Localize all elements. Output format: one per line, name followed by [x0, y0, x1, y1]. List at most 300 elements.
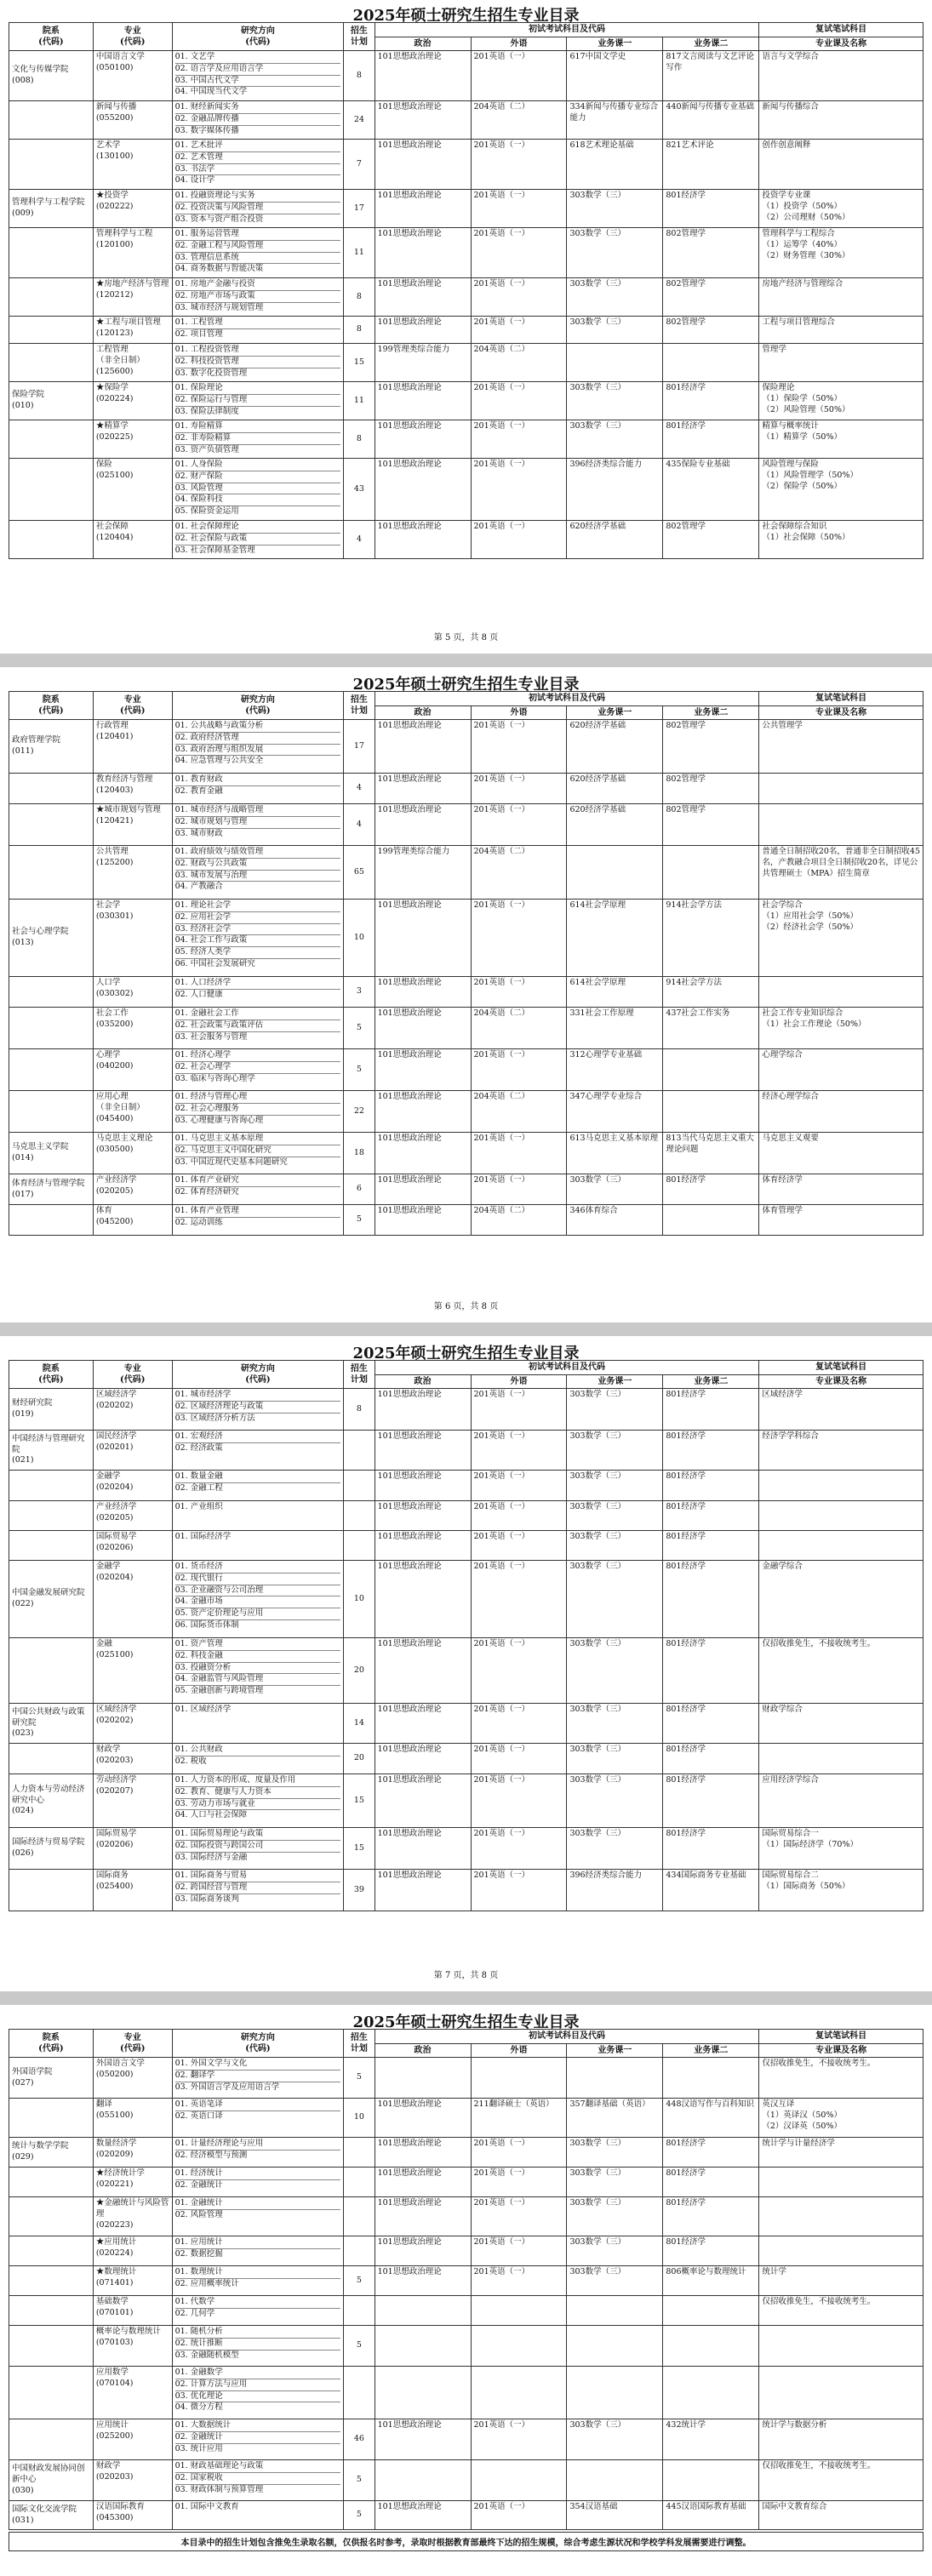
header-foreign: 外语	[471, 37, 567, 51]
direction-item: 02. 房地产市场与政策	[175, 291, 341, 303]
quota-cell	[344, 2138, 375, 2168]
direction-item: 04. 社会工作与政策	[175, 935, 341, 947]
direction-item: 01. 国际中文教育	[174, 2502, 239, 2511]
course-2-cell: 801经济学	[663, 190, 759, 228]
catalog-table	[9, 1360, 923, 1911]
direction-item: 01. 经济心理学	[175, 1050, 341, 1062]
course-2-cell: 914社会学方法	[663, 977, 759, 1008]
dept-cell	[9, 420, 94, 459]
quota-cell: 11	[344, 382, 375, 420]
quota-cell: 8	[344, 1389, 375, 1431]
table-row	[9, 2138, 923, 2168]
major-cell: 汉语国际教育 (045300)	[93, 2501, 172, 2530]
dept-cell	[9, 228, 94, 278]
header-course-1: 业务课一	[567, 37, 663, 51]
direction-item: 05. 经济人类学	[175, 947, 341, 959]
direction-cell	[172, 101, 344, 140]
course-2-cell: 801经济学	[663, 1828, 759, 1870]
foreign-language-cell: 201英语（一）	[471, 977, 567, 1008]
major-cell: 金融 (025100)	[93, 1638, 172, 1704]
politics-cell: 101思想政治理论	[375, 1174, 471, 1205]
retest-cell	[759, 1501, 923, 1531]
direction-item: 04. 金融监管与风险管理	[175, 1674, 341, 1686]
quota-cell: 5	[344, 2501, 375, 2530]
direction-cell	[172, 1638, 344, 1704]
table-row	[9, 1008, 923, 1049]
retest-cell: 统计学与计量经济学	[759, 2138, 923, 2168]
retest-cell: 创作创意阐释	[759, 140, 923, 190]
quota-cell: 15	[344, 344, 375, 382]
quota-cell	[344, 2197, 375, 2236]
header-initial-exam: 初试考试科目及代码	[375, 692, 759, 706]
direction-item: 03. 城市经济与规划管理	[174, 302, 264, 312]
table-row	[9, 1049, 923, 1091]
course-2-cell: 801经济学	[663, 2138, 759, 2168]
direction-cell	[172, 1389, 344, 1431]
direction-cell	[172, 2419, 344, 2460]
course-2-cell	[663, 1205, 759, 1236]
retest-cell: 语言与文学综合	[759, 51, 923, 101]
course-1-cell: 303数学（三）	[567, 1638, 663, 1704]
direction-item: 02. 艺术管理	[175, 152, 341, 164]
foreign-language-cell: 201英语（一）	[471, 1870, 567, 1911]
quota-cell: 11	[344, 228, 375, 278]
catalog-table	[9, 22, 923, 559]
major-cell: 产业经济学 (020205)	[93, 1501, 172, 1531]
table-row	[9, 51, 923, 101]
direction-item: 03. 管理信息系统	[175, 253, 341, 265]
course-2-cell: 801经济学	[663, 1431, 759, 1471]
direction-item: 04. 设计学	[174, 175, 215, 186]
retest-cell: 社会保障综合知识 （1）社会保障（50%）	[759, 521, 923, 559]
retest-cell	[759, 977, 923, 1008]
direction-item: 03. 临床与咨询心理学	[174, 1073, 255, 1083]
quota-cell	[344, 2168, 375, 2197]
retest-cell: 体育经济学	[759, 1174, 923, 1205]
direction-item: 01. 投融资理论与实务	[175, 191, 341, 203]
retest-cell: 心理学综合	[759, 1049, 923, 1091]
page-title: 2025年硕士研究生招生专业目录	[352, 676, 580, 694]
politics-cell: 101思想政治理论	[375, 2236, 471, 2266]
direction-item: 01. 人口经济学	[175, 978, 341, 990]
major-cell: 体育 (045200)	[93, 1205, 172, 1236]
direction-item: 04. 商务数据与智能决策	[174, 264, 264, 274]
course-1-cell: 303数学（三）	[567, 1744, 663, 1774]
header-politics: 政治	[375, 2043, 471, 2058]
header-major: 专业 (代码)	[93, 2030, 172, 2058]
direction-item: 06. 中国社会发展研究	[174, 959, 255, 969]
major-cell: 区域经济学 (020202)	[93, 1704, 172, 1744]
quota-cell: 7	[344, 140, 375, 190]
major-cell: 社会保障 (120404)	[93, 521, 172, 559]
major-cell: 概率论与数理统计 (070103)	[93, 2326, 172, 2367]
direction-item: 01. 经济与管理心理	[175, 1092, 341, 1104]
direction-item: 02. 几何学	[174, 2308, 215, 2318]
course-1-cell: 354汉语基础	[567, 2501, 663, 2530]
direction-cell	[172, 140, 344, 190]
foreign-language-cell: 201英语（一）	[471, 2419, 567, 2460]
catalog-table	[9, 691, 923, 1236]
dept-cell	[9, 140, 94, 190]
page-title: 2025年硕士研究生招生专业目录	[352, 2013, 580, 2031]
direction-cell	[172, 2138, 344, 2168]
direction-item: 04. 产教融合	[174, 882, 223, 892]
foreign-language-cell: 201英语（一）	[471, 804, 567, 846]
direction-item: 01. 经济统计	[175, 2168, 341, 2180]
major-cell: 区域经济学 (020202)	[93, 1389, 172, 1431]
direction-cell	[172, 190, 344, 228]
header-dept: 院系 (代码)	[9, 1361, 94, 1389]
quota-cell	[344, 2236, 375, 2266]
foreign-language-cell	[471, 2367, 567, 2419]
major-cell: 国际贸易学 (020206)	[93, 1828, 172, 1870]
quota-cell: 3	[344, 977, 375, 1008]
header-quota: 招生 计划	[344, 1361, 375, 1389]
course-1-cell: 303数学（三）	[567, 2168, 663, 2197]
politics-cell: 101思想政治理论	[375, 1744, 471, 1774]
course-2-cell: 801经济学	[663, 1638, 759, 1704]
dept-cell: 体育经济与管理学院 (017)	[9, 1174, 94, 1205]
direction-cell	[172, 228, 344, 278]
quota-cell: 10	[344, 1561, 375, 1638]
direction-cell	[172, 2058, 344, 2099]
header-course-1: 业务课一	[567, 1374, 663, 1389]
course-1-cell: 334新闻与传播专业综合能力	[567, 101, 663, 140]
direction-item: 02. 金融工程	[174, 1482, 223, 1493]
politics-cell: 101思想政治理论	[375, 228, 471, 278]
direction-cell	[172, 2326, 344, 2367]
dept-cell: 马克思主义学院 (014)	[9, 1133, 94, 1174]
course-2-cell: 801经济学	[663, 1389, 759, 1431]
table-row	[9, 900, 923, 977]
table-row	[9, 2419, 923, 2460]
course-2-cell: 445汉语国际教育基础	[663, 2501, 759, 2530]
major-cell: 国民经济学 (020201)	[93, 1431, 172, 1471]
direction-item: 02. 统计推断	[175, 2339, 341, 2350]
dept-cell	[9, 1744, 94, 1774]
direction-item: 02. 经济模型与预测	[174, 2150, 248, 2160]
table-row	[9, 1828, 923, 1870]
foreign-language-cell: 204英语（二）	[471, 1205, 567, 1236]
course-1-cell: 303数学（三）	[567, 1431, 663, 1471]
retest-cell: 经济心理学综合	[759, 1091, 923, 1133]
dept-cell: 中国经济与管理研究院 (021)	[9, 1431, 94, 1471]
foreign-language-cell: 201英语（一）	[471, 2501, 567, 2530]
dept-cell	[9, 1205, 94, 1236]
major-cell: 金融学 (020204)	[93, 1471, 172, 1501]
course-2-cell: 821艺术评论	[663, 140, 759, 190]
course-2-cell: 802管理学	[663, 278, 759, 317]
retest-cell	[759, 2367, 923, 2419]
course-2-cell: 802管理学	[663, 521, 759, 559]
course-2-cell: 440新闻与传播专业基础	[663, 101, 759, 140]
major-cell: ★应用统计 (020224)	[93, 2236, 172, 2266]
table-row	[9, 1561, 923, 1638]
table-row	[9, 190, 923, 228]
major-cell: 劳动经济学 (020207)	[93, 1774, 172, 1828]
politics-cell: 101思想政治理论	[375, 1561, 471, 1638]
dept-cell	[9, 1531, 94, 1561]
direction-cell	[172, 1471, 344, 1501]
direction-item: 01. 人力资本的形成、度量及作用	[175, 1775, 341, 1787]
direction-item: 05. 保险资金运用	[174, 506, 239, 517]
direction-item: 03. 区域经济分析方法	[174, 1413, 255, 1423]
course-2-cell: 801经济学	[663, 2168, 759, 2197]
foreign-language-cell	[471, 2460, 567, 2501]
quota-cell: 22	[344, 1091, 375, 1133]
page-footer: 第 5 页，共 8 页	[433, 633, 499, 643]
direction-item: 04. 中国现当代文学	[174, 87, 248, 97]
header-course-1: 业务课一	[567, 2043, 663, 2058]
foreign-language-cell: 201英语（一）	[471, 1501, 567, 1531]
foreign-language-cell: 201英语（一）	[471, 459, 567, 521]
politics-cell: 101思想政治理论	[375, 2197, 471, 2236]
major-cell: 社会工作 (035200)	[93, 1008, 172, 1049]
quota-cell: 6	[344, 1174, 375, 1205]
page-title: 2025年硕士研究生招生专业目录	[352, 1345, 580, 1362]
politics-cell: 101思想政治理论	[375, 140, 471, 190]
dept-cell: 保险学院 (010)	[9, 382, 94, 420]
foreign-language-cell: 201英语（一）	[471, 2266, 567, 2296]
table-row	[9, 977, 923, 1008]
course-1-cell: 396经济类综合能力	[567, 1870, 663, 1911]
major-cell: 财政学 (020203)	[93, 1744, 172, 1774]
retest-cell: 金融学综合	[759, 1561, 923, 1638]
direction-item: 02. 非寿险精算	[175, 433, 341, 445]
direction-item: 03. 数字媒体传播	[174, 125, 239, 135]
direction-item: 01. 大数据统计	[175, 2420, 341, 2432]
course-2-cell	[663, 2058, 759, 2099]
direction-item: 01. 服务运营管理	[175, 229, 341, 241]
quota-cell	[344, 1471, 375, 1501]
foreign-language-cell: 201英语（一）	[471, 1744, 567, 1774]
quota-cell: 20	[344, 1638, 375, 1704]
direction-item: 03. 投融资分析	[175, 1663, 341, 1675]
foreign-language-cell	[471, 2326, 567, 2367]
dept-cell	[9, 344, 94, 382]
direction-item: 02. 社会心理学	[175, 1062, 341, 1074]
direction-item: 02. 金融统计	[175, 2432, 341, 2444]
table-row	[9, 2168, 923, 2197]
politics-cell: 101思想政治理论	[375, 278, 471, 317]
direction-item: 01. 教育财政	[175, 774, 341, 786]
course-1-cell: 614社会学原理	[567, 977, 663, 1008]
direction-item: 01. 英语笔译	[175, 2099, 341, 2111]
direction-item: 02. 现代银行	[175, 1574, 341, 1585]
dept-cell: 国际经济与贸易学院 (026)	[9, 1828, 94, 1870]
retest-cell: 国际贸易综合二 （1）国际商务（50%）	[759, 1870, 923, 1911]
retest-cell: 马克思主义观要	[759, 1133, 923, 1174]
direction-item: 02. 政府经济管理	[175, 733, 341, 745]
direction-item: 03. 企业融资与公司治理	[175, 1585, 341, 1597]
politics-cell: 101思想政治理论	[375, 1828, 471, 1870]
header-dept: 院系 (代码)	[9, 692, 94, 720]
catalog-table	[9, 2029, 923, 2530]
direction-item: 01. 政府绩效与绩效管理	[175, 847, 341, 859]
foreign-language-cell: 204英语（二）	[471, 101, 567, 140]
header-initial-exam: 初试考试科目及代码	[375, 23, 759, 37]
retest-cell: 保险理论 （1）保险学（50%） （2）风险管理（50%）	[759, 382, 923, 420]
course-1-cell: 303数学（三）	[567, 1174, 663, 1205]
header-retest: 复试笔试科目	[759, 692, 923, 706]
direction-cell	[172, 1133, 344, 1174]
course-1-cell: 620经济学基础	[567, 521, 663, 559]
politics-cell: 101思想政治理论	[375, 977, 471, 1008]
direction-cell	[172, 521, 344, 559]
direction-item: 01. 公共战略与政策分析	[175, 721, 341, 733]
retest-cell: 新闻与传播综合	[759, 101, 923, 140]
dept-cell: 国际文化交流学院 (031)	[9, 2501, 94, 2530]
direction-item: 02. 教育、健康与人力资本	[175, 1787, 341, 1799]
dept-cell	[9, 2168, 94, 2197]
politics-cell: 101思想政治理论	[375, 1431, 471, 1471]
retest-cell: 体育管理学	[759, 1205, 923, 1236]
table-row	[9, 2326, 923, 2367]
foreign-language-cell: 201英语（一）	[471, 420, 567, 459]
direction-item: 01. 代数学	[175, 2297, 341, 2309]
direction-item: 02. 财政与公共政策	[175, 859, 341, 871]
course-2-cell: 801经济学	[663, 1561, 759, 1638]
course-2-cell: 801经济学	[663, 1471, 759, 1501]
major-cell: 产业经济学 (020205)	[93, 1174, 172, 1205]
direction-item: 03. 经济社会学	[175, 924, 341, 936]
course-2-cell: 802管理学	[663, 720, 759, 774]
dept-cell	[9, 2099, 94, 2138]
course-2-cell	[663, 2296, 759, 2326]
direction-item: 01. 城市经济学	[175, 1390, 341, 1402]
quota-cell: 14	[344, 1704, 375, 1744]
direction-item: 01. 计量经济理论与应用	[175, 2139, 341, 2150]
direction-item: 02. 社会心理服务	[175, 1104, 341, 1116]
major-cell: 行政管理 (120401)	[93, 720, 172, 774]
table-row	[9, 1704, 923, 1744]
foreign-language-cell: 204英语（二）	[471, 1008, 567, 1049]
page-gap	[0, 654, 932, 667]
major-cell: ★经济统计学 (020221)	[93, 2168, 172, 2197]
dept-cell	[9, 1008, 94, 1049]
direction-cell	[172, 420, 344, 459]
direction-cell	[172, 804, 344, 846]
foreign-language-cell: 201英语（一）	[471, 1389, 567, 1431]
direction-cell	[172, 2099, 344, 2138]
direction-item: 03. 统计应用	[174, 2443, 223, 2453]
retest-cell: 国际贸易综合一 （1）国际经济学（70%）	[759, 1828, 923, 1870]
header-course-2: 业务课二	[663, 2043, 759, 2058]
direction-cell	[172, 1205, 344, 1236]
header-direction: 研究方向 (代码)	[172, 2030, 344, 2058]
header-retest-sub: 专业课及名称	[759, 2043, 923, 2058]
course-2-cell: 801经济学	[663, 1501, 759, 1531]
major-cell: 应用数学 (070104)	[93, 2367, 172, 2419]
course-2-cell: 801经济学	[663, 2197, 759, 2236]
table-row	[9, 846, 923, 900]
foreign-language-cell: 201英语（一）	[471, 190, 567, 228]
quota-cell: 20	[344, 1744, 375, 1774]
dept-cell	[9, 774, 94, 804]
dept-cell	[9, 278, 94, 317]
quota-cell: 17	[344, 190, 375, 228]
quota-cell: 46	[344, 2419, 375, 2460]
direction-item: 01. 艺术批评	[175, 140, 341, 152]
retest-cell: 财政学综合	[759, 1704, 923, 1744]
header-retest: 复试笔试科目	[759, 1361, 923, 1375]
direction-cell	[172, 1008, 344, 1049]
direction-item: 01. 财经新闻实务	[175, 102, 341, 114]
direction-cell	[172, 2236, 344, 2266]
politics-cell: 101思想政治理论	[375, 1008, 471, 1049]
foreign-language-cell: 211翻译硕士（英语）	[471, 2099, 567, 2138]
dept-cell: 政府管理学院 (011)	[9, 720, 94, 774]
course-2-cell: 813当代马克思主义重大理论问题	[663, 1133, 759, 1174]
retest-cell: 工程与项目管理综合	[759, 317, 923, 344]
retest-cell: 仅招收推免生，不接收统考生。	[759, 2296, 923, 2326]
catalog-page-7	[0, 1336, 932, 1991]
table-row	[9, 1471, 923, 1501]
page-gap	[0, 1322, 932, 1336]
foreign-language-cell: 201英语（一）	[471, 2138, 567, 2168]
table-row	[9, 1501, 923, 1531]
direction-item: 02. 保险运行与管理	[175, 395, 341, 407]
direction-item: 03. 书法学	[175, 164, 341, 176]
direction-cell	[172, 1431, 344, 1471]
course-2-cell: 802管理学	[663, 804, 759, 846]
course-1-cell: 620经济学基础	[567, 720, 663, 774]
retest-cell: 经济学学科综合	[759, 1431, 923, 1471]
direction-item: 02. 金融工程与风险管理	[175, 241, 341, 253]
retest-cell: 社会学综合 （1）应用社会学（50%） （2）经济社会学（50%）	[759, 900, 923, 977]
retest-cell: 统计学与数据分析	[759, 2419, 923, 2460]
politics-cell	[375, 2296, 471, 2326]
retest-cell: 管理学	[759, 344, 923, 382]
major-cell: ★投资学 (020222)	[93, 190, 172, 228]
retest-cell: 仅招收推免生，不接收统考生。	[759, 2460, 923, 2501]
header-foreign: 外语	[471, 1374, 567, 1389]
politics-cell: 101思想政治理论	[375, 1091, 471, 1133]
dept-cell	[9, 2367, 94, 2419]
course-2-cell: 435保险专业基础	[663, 459, 759, 521]
dept-cell: 文化与传媒学院 (008)	[9, 51, 94, 101]
direction-cell	[172, 1704, 344, 1744]
course-1-cell: 303数学（三）	[567, 228, 663, 278]
table-row	[9, 1744, 923, 1774]
politics-cell: 101思想政治理论	[375, 101, 471, 140]
quota-cell: 15	[344, 1828, 375, 1870]
course-1-cell	[567, 2058, 663, 2099]
direction-cell	[172, 1828, 344, 1870]
direction-cell	[172, 1870, 344, 1911]
catalog-note: 本目录中的招生计划包含推免生录取名额，仅供报名时参考，录取时根据教育部最终下达的招生规模，综合考虑生源状况和学校学科发展需要进行调整。	[9, 2532, 923, 2551]
direction-item: 04. 应急管理与公共安全	[174, 756, 264, 766]
major-cell: 保险 (025100)	[93, 459, 172, 521]
dept-cell: 中国金融发展研究院 (022)	[9, 1561, 94, 1638]
direction-item: 03. 国际经济与金融	[174, 1852, 248, 1862]
dept-cell	[9, 977, 94, 1008]
table-row	[9, 228, 923, 278]
dept-cell: 人力资本与劳动经济研究中心 (024)	[9, 1774, 94, 1828]
direction-item: 02. 税收	[174, 1756, 207, 1766]
table-row	[9, 2058, 923, 2099]
dept-cell	[9, 1049, 94, 1091]
quota-cell: 8	[344, 420, 375, 459]
course-1-cell: 303数学（三）	[567, 1704, 663, 1744]
direction-item: 01. 体育产业研究	[175, 1175, 341, 1187]
foreign-language-cell: 201英语（一）	[471, 900, 567, 977]
course-1-cell: 303数学（三）	[567, 2419, 663, 2460]
table-row	[9, 1774, 923, 1828]
foreign-language-cell: 201英语（一）	[471, 317, 567, 344]
direction-item: 02. 国际投资与跨国公司	[175, 1841, 341, 1853]
major-cell: 财政学 (020203)	[93, 2460, 172, 2501]
